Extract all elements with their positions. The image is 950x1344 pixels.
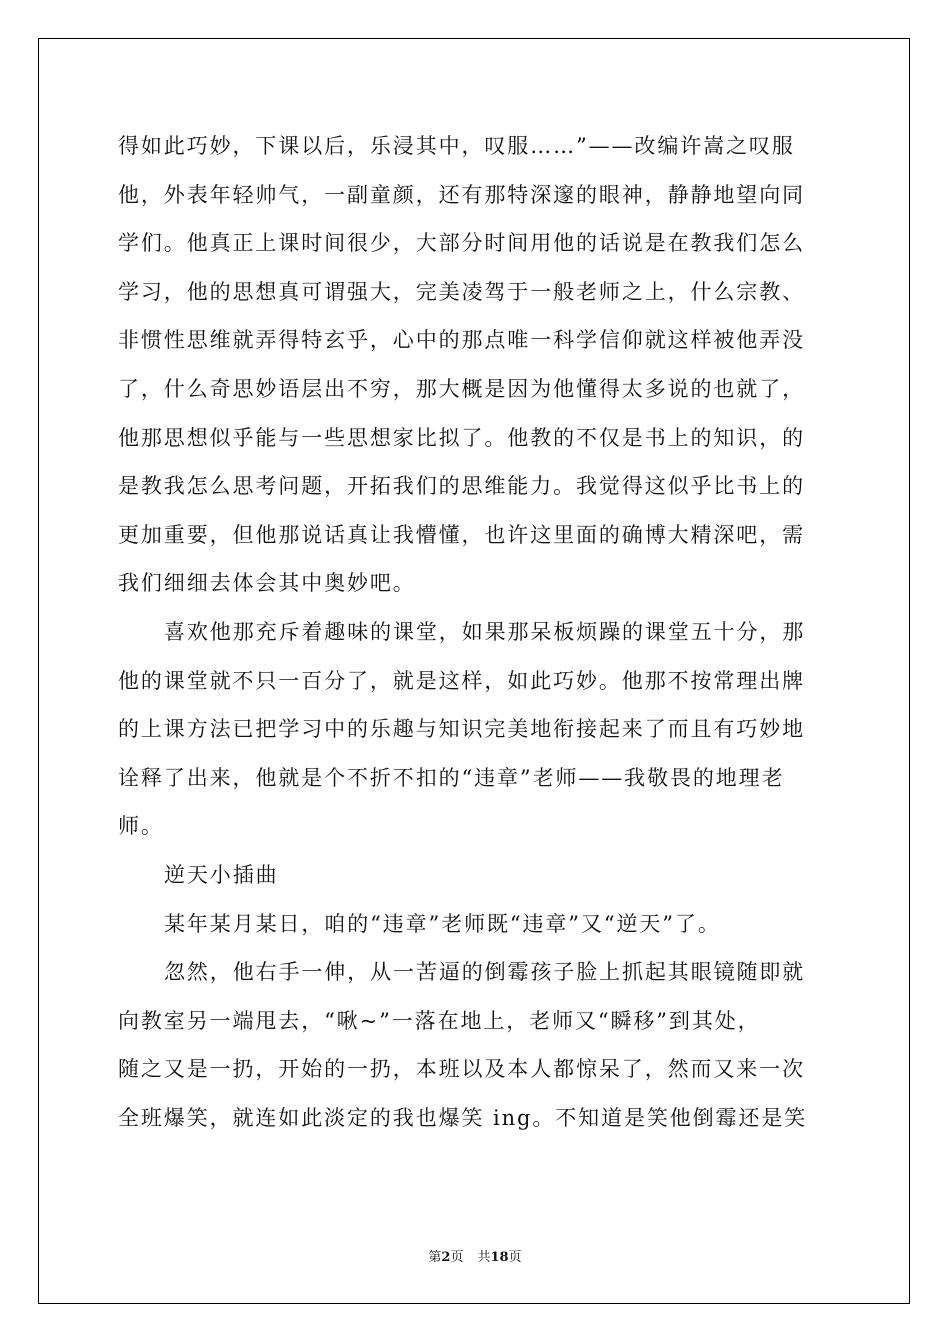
page-number (428, 1246, 463, 1265)
text-line-6: 了，什么奇思妙语层出不穷，那大概是因为他懂得太多说的也就了， (118, 376, 805, 401)
page-prefix: 第 (428, 1250, 442, 1265)
text-line-13: 的上课方法已把学习中的乐趣与知识完美地衔接起来了而且有巧妙地 (118, 717, 805, 742)
text-line-5: 非惯性思维就弄得特玄乎，心中的那点唯一科学信仰就这样被他弄没 (118, 328, 805, 353)
text-line-17: 某年某月某日，咱的“违章”老师既“违章”又“逆天”了。 (164, 911, 721, 936)
text-line-20: 随之又是一扔，开始的一扔，本班以及本人都惊呆了，然而又来一次 (118, 1057, 805, 1082)
text-line-7: 他那思想似乎能与一些思想家比拟了。他教的不仅是书上的知识，的 (118, 425, 805, 450)
text-line-21: 全班爆笑，就连如此淡定的我也爆笑 ing。不知道是笑他倒霉还是笑 (118, 1105, 808, 1130)
total-num: 18 (490, 1250, 509, 1265)
text-line-14: 诠释了出来，他就是个不折不扣的“违章”老师——我敬畏的地理老 (118, 765, 785, 790)
page-suffix: 页 (450, 1250, 464, 1265)
page-footer (0, 1246, 950, 1265)
text-line-15: 师。 (118, 814, 164, 839)
page-total (477, 1246, 521, 1265)
page-num: 2 (441, 1250, 451, 1265)
text-line-4: 学习，他的思想真可谓强大，完美凌驾于一般老师之上，什么宗教、 (118, 279, 805, 304)
text-line-12: 他的课堂就不只一百分了，就是这样，如此巧妙。他那不按常理出牌 (118, 668, 805, 693)
text-line-18: 忽然，他右手一伸，从一苦逼的倒霉孩子脸上抓起其眼镜随即就 (164, 960, 806, 985)
text-line-3: 学们。他真正上课时间很少，大部分时间用他的话说是在教我们怎么 (118, 231, 805, 256)
text-line-11: 喜欢他那充斥着趣味的课堂，如果那呆板烦躁的课堂五十分，那 (164, 619, 806, 644)
document-body (118, 122, 838, 1142)
total-suffix: 页 (508, 1250, 522, 1265)
text-line-10: 我们细细去体会其中奥妙吧。 (118, 571, 416, 596)
text-line-1: 得如此巧妙，下课以后，乐浸其中，叹服……”——改编许嵩之叹服 (118, 134, 795, 158)
text-line-19: 向教室另一端甩去，“啾~”一落在地上，老师又“瞬移”到其处， (118, 1008, 761, 1033)
text-line-9: 更加重要，但他那说话真让我懵懂，也许这里面的确博大精深吧，需 (118, 522, 805, 547)
text-line-8: 是教我怎么思考问题，开拓我们的思维能力。我觉得这似乎比书上的 (118, 474, 805, 499)
section-heading: 逆天小插曲 (164, 862, 279, 887)
text-line-2: 他，外表年轻帅气，一副童颜，还有那特深邃的眼神，静静地望向同 (118, 182, 805, 207)
total-prefix: 共 (477, 1250, 491, 1265)
